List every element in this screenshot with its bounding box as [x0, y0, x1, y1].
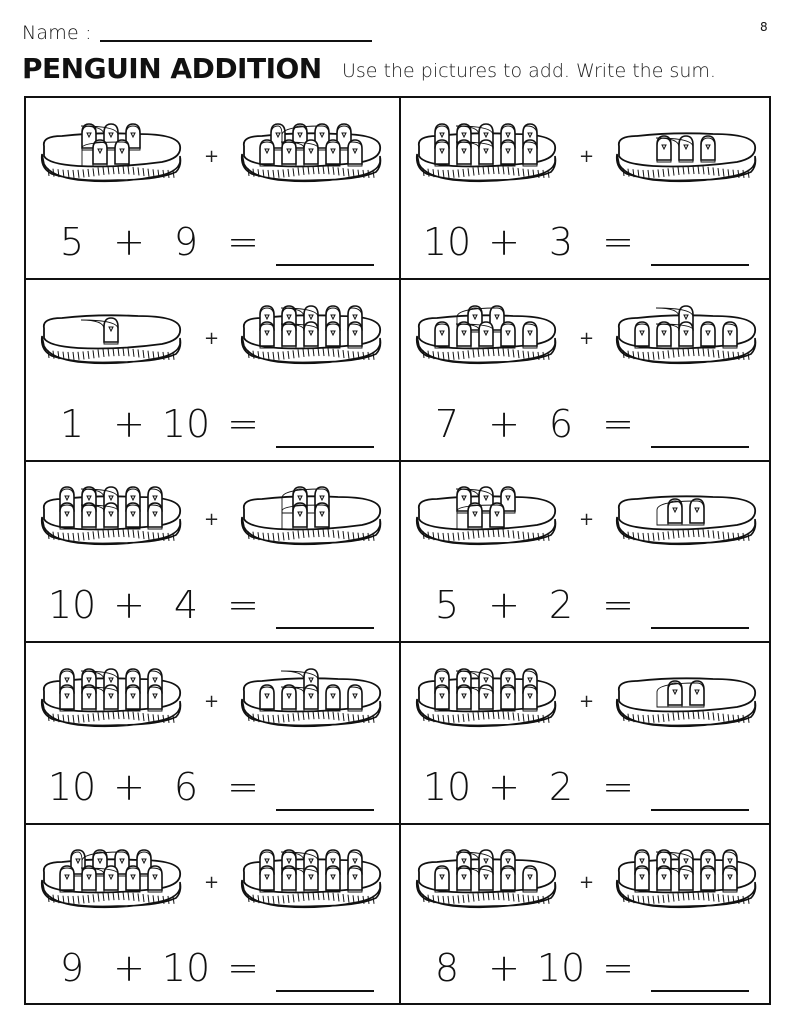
plus-sign: + — [113, 946, 145, 991]
equals-sign: = — [602, 946, 634, 991]
page-title: PENGUIN ADDITION — [22, 52, 322, 85]
penguin-iceberg-icon — [413, 487, 559, 549]
penguin-iceberg-icon — [38, 669, 184, 731]
plus-sign: + — [113, 401, 145, 446]
addend-b: 2 — [548, 583, 574, 628]
penguin-iceberg-icon — [38, 487, 184, 549]
equals-sign: = — [602, 583, 634, 628]
plus-sign: + — [488, 946, 520, 991]
addend-a: 10 — [422, 764, 472, 809]
addend-b: 10 — [161, 946, 211, 991]
penguin-iceberg-icon — [613, 850, 759, 912]
equals-sign: = — [227, 946, 259, 991]
penguin-iceberg-icon — [38, 124, 184, 186]
penguin-iceberg-icon — [38, 850, 184, 912]
addend-a: 9 — [59, 946, 85, 991]
problem-cell — [26, 280, 399, 462]
penguin-iceberg-icon — [413, 306, 559, 368]
addend-b: 6 — [548, 401, 574, 446]
picture-plus-sign: + — [204, 509, 220, 531]
equals-sign: = — [227, 401, 259, 446]
problem-cell — [26, 461, 399, 643]
equation — [415, 946, 643, 990]
equals-sign: = — [602, 401, 634, 446]
name-row — [22, 22, 372, 44]
penguin-iceberg-icon — [38, 306, 184, 368]
equation — [415, 220, 643, 264]
addend-b: 10 — [536, 946, 586, 991]
equation — [415, 402, 643, 446]
plus-sign: + — [488, 401, 520, 446]
answer-blank[interactable] — [276, 446, 374, 448]
addend-a: 1 — [59, 401, 85, 446]
addend-a: 10 — [47, 583, 97, 628]
problem-cell — [401, 280, 774, 462]
penguin-iceberg-icon — [613, 669, 759, 731]
penguin-iceberg-icon — [238, 306, 384, 368]
penguin-iceberg-icon — [238, 850, 384, 912]
page-number: 8 — [760, 20, 768, 34]
problem-cell — [401, 643, 774, 825]
equals-sign: = — [602, 764, 634, 809]
picture-plus-sign: + — [204, 146, 220, 167]
addend-a: 10 — [422, 220, 472, 264]
equation — [415, 765, 643, 809]
answer-blank[interactable] — [651, 627, 749, 629]
addend-a: 8 — [434, 946, 460, 991]
penguin-iceberg-icon — [413, 850, 559, 912]
addend-b: 4 — [173, 583, 199, 628]
equation — [40, 765, 268, 809]
plus-sign: + — [488, 220, 520, 264]
plus-sign: + — [113, 220, 145, 264]
equals-sign: = — [602, 220, 634, 264]
name-input-line[interactable] — [100, 40, 372, 42]
answer-blank[interactable] — [651, 990, 749, 992]
problem-cell — [26, 643, 399, 825]
plus-sign: + — [113, 764, 145, 809]
addend-b: 6 — [173, 764, 199, 809]
equation — [40, 220, 268, 264]
penguin-iceberg-icon — [613, 487, 759, 549]
penguin-iceberg-icon — [413, 124, 559, 186]
equation — [415, 583, 643, 627]
plus-sign: + — [113, 583, 145, 628]
answer-blank[interactable] — [276, 990, 374, 992]
penguin-iceberg-icon — [613, 306, 759, 368]
problem-cell — [26, 98, 399, 280]
answer-blank[interactable] — [651, 264, 749, 266]
picture-plus-sign: + — [579, 327, 595, 349]
equation — [40, 946, 268, 990]
problem-cell — [26, 824, 399, 1006]
penguin-iceberg-icon — [238, 669, 384, 731]
answer-blank[interactable] — [276, 264, 374, 266]
addend-b: 2 — [548, 764, 574, 809]
equation — [40, 583, 268, 627]
addend-b: 10 — [161, 401, 211, 446]
picture-plus-sign: + — [579, 690, 595, 712]
addend-a: 7 — [434, 401, 460, 446]
addend-b: 9 — [173, 220, 199, 264]
problem-grid — [24, 96, 771, 1005]
penguin-iceberg-icon — [413, 669, 559, 731]
plus-sign: + — [488, 764, 520, 809]
picture-plus-sign: + — [579, 146, 595, 167]
problem-cell — [401, 461, 774, 643]
picture-plus-sign: + — [204, 872, 220, 894]
penguin-iceberg-icon — [238, 124, 384, 186]
answer-blank[interactable] — [276, 809, 374, 811]
equals-sign: = — [227, 583, 259, 628]
penguin-iceberg-icon — [238, 487, 384, 549]
equals-sign: = — [227, 220, 259, 264]
answer-blank[interactable] — [276, 627, 374, 629]
equals-sign: = — [227, 764, 259, 809]
addend-b: 3 — [548, 220, 574, 264]
answer-blank[interactable] — [651, 809, 749, 811]
problem-cell — [401, 98, 774, 280]
name-label: Name : — [22, 22, 92, 44]
problem-cell — [401, 824, 774, 1006]
picture-plus-sign: + — [579, 509, 595, 531]
picture-plus-sign: + — [204, 690, 220, 712]
answer-blank[interactable] — [651, 446, 749, 448]
picture-plus-sign: + — [579, 872, 595, 894]
addend-a: 5 — [434, 583, 460, 628]
equation — [40, 402, 268, 446]
penguin-iceberg-icon — [613, 124, 759, 186]
addend-a: 5 — [59, 220, 85, 264]
plus-sign: + — [488, 583, 520, 628]
picture-plus-sign: + — [204, 327, 220, 349]
instructions: Use the pictures to add. Write the sum. — [342, 60, 716, 82]
addend-a: 10 — [47, 764, 97, 809]
